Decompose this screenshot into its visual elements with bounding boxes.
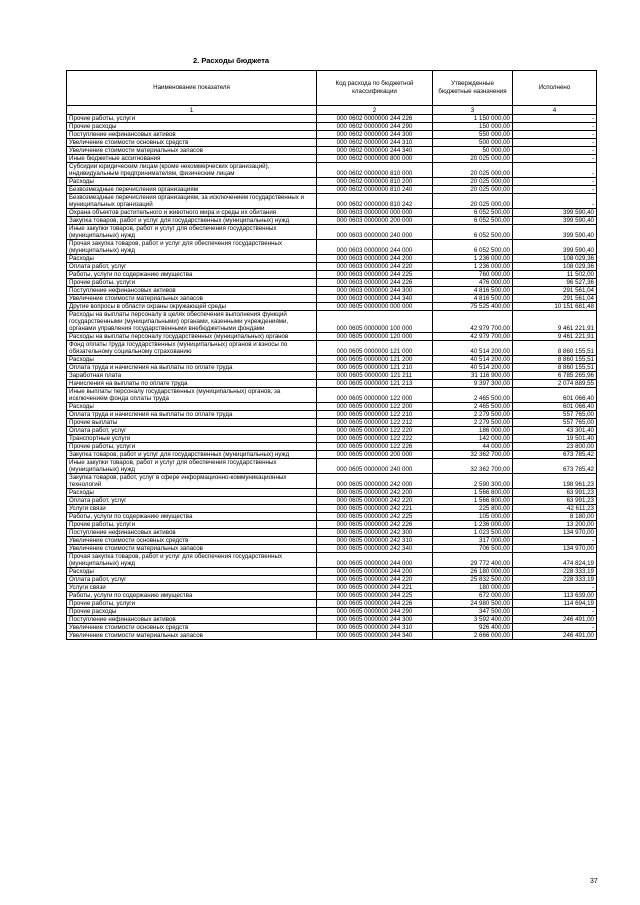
table-row xyxy=(67,287,597,295)
row-code: 000 0605 0000000 244 225 xyxy=(317,592,433,600)
row-approved: 6 052 500,00 xyxy=(433,217,513,225)
column-number: 4 xyxy=(513,106,597,115)
row-name: Расходы xyxy=(67,489,317,497)
row-executed: 673 785,42 xyxy=(513,459,597,474)
row-approved: 29 772 400,00 xyxy=(433,553,513,568)
table-row xyxy=(67,600,597,608)
row-approved: 3 592 400,00 xyxy=(433,616,513,624)
row-name: Расходы на выплаты персоналу государственных (муниципальных) органов xyxy=(67,333,317,341)
row-code: 000 0605 0000000 244 200 xyxy=(317,568,433,576)
row-executed: 399 590,40 xyxy=(513,225,597,240)
row-name: Иные выплаты персоналу государственных (муниципальных) органов, за исключением фонда оплаты труда xyxy=(67,388,317,403)
row-approved: 2 279 500,00 xyxy=(433,419,513,427)
row-executed: 228 333,19 xyxy=(513,568,597,576)
row-code: 000 0605 0000000 242 300 xyxy=(317,529,433,537)
row-name: Транспортные услуги xyxy=(67,435,317,443)
row-name: Работы, услуги по содержанию имущества xyxy=(67,592,317,600)
table-row xyxy=(67,489,597,497)
row-executed: - xyxy=(513,123,597,131)
row-name: Прочие работы, услуги xyxy=(67,443,317,451)
row-name: Оплата труда и начисления на выплаты по оплате труда xyxy=(67,364,317,372)
row-executed: - xyxy=(513,608,597,616)
row-approved: 20 025 000,00 xyxy=(433,155,513,163)
row-code: 000 0605 0000000 122 220 xyxy=(317,427,433,435)
row-executed: 96 527,36 xyxy=(513,279,597,287)
row-code: 000 0602 0000000 244 226 xyxy=(317,115,433,123)
row-approved: 31 116 900,00 xyxy=(433,372,513,380)
row-executed: 557 765,00 xyxy=(513,411,597,419)
row-name: Расходы xyxy=(67,178,317,186)
row-executed: 8 860 155,51 xyxy=(513,341,597,356)
row-approved: 4 816 500,00 xyxy=(433,295,513,303)
row-code: 000 0605 0000000 244 221 xyxy=(317,584,433,592)
row-code: 000 0603 0000000 240 000 xyxy=(317,225,433,240)
row-approved: 4 816 500,00 xyxy=(433,287,513,295)
column-number: 1 xyxy=(67,106,317,115)
row-name: Оплата работ, услуг xyxy=(67,576,317,584)
table-row xyxy=(67,608,597,616)
row-code: 000 0605 0000000 120 000 xyxy=(317,333,433,341)
row-approved: 225 800,00 xyxy=(433,505,513,513)
table-row xyxy=(67,341,597,356)
row-approved: 25 832 500,00 xyxy=(433,576,513,584)
row-name: Увеличение стоимости материальных запасов xyxy=(67,295,317,303)
row-executed: 108 029,36 xyxy=(513,263,597,271)
row-code: 000 0605 0000000 242 226 xyxy=(317,521,433,529)
table-row xyxy=(67,356,597,364)
row-code: 000 0605 0000000 240 000 xyxy=(317,459,433,474)
row-name: Оплата работ, услуг xyxy=(67,263,317,271)
row-code: 000 0605 0000000 100 000 xyxy=(317,311,433,333)
row-approved: 2 279 500,00 xyxy=(433,411,513,419)
row-approved: 105 000,00 xyxy=(433,513,513,521)
header-executed: Исполнено xyxy=(513,71,597,106)
row-executed: 113 639,00 xyxy=(513,592,597,600)
row-approved: 1 150 000,00 xyxy=(433,115,513,123)
row-executed: 114 694,19 xyxy=(513,600,597,608)
row-executed: 601 066,40 xyxy=(513,388,597,403)
row-executed: 13 200,00 xyxy=(513,521,597,529)
row-code: 000 0605 0000000 122 222 xyxy=(317,435,433,443)
row-name: Субсидии юридическим лицам (кроме некоммерческих организаций), индивидуальным предпринимателям, физическим лицам xyxy=(67,163,317,178)
row-approved: 40 514 200,00 xyxy=(433,356,513,364)
row-name: Прочая закупка товаров, работ и услуг для обеспечения государственных (муниципальных) нужд xyxy=(67,240,317,255)
row-approved: 186 000,00 xyxy=(433,427,513,435)
table-row xyxy=(67,545,597,553)
row-code: 000 0605 0000000 122 000 xyxy=(317,388,433,403)
row-name: Увеличение стоимости материальных запасов xyxy=(67,632,317,640)
row-approved: 24 980 500,00 xyxy=(433,600,513,608)
row-code: 000 0603 0000000 244 200 xyxy=(317,255,433,263)
row-code: 000 0602 0000000 244 310 xyxy=(317,139,433,147)
table-row xyxy=(67,240,597,255)
row-name: Увеличение стоимости материальных запасов xyxy=(67,545,317,553)
row-code: 000 0605 0000000 244 310 xyxy=(317,624,433,632)
table-row xyxy=(67,624,597,632)
row-code: 000 0605 0000000 242 000 xyxy=(317,474,433,489)
row-name: Работы, услуги по содержанию имущества xyxy=(67,271,317,279)
table-row xyxy=(67,217,597,225)
row-approved: 1 236 000,00 xyxy=(433,263,513,271)
row-executed: - xyxy=(513,178,597,186)
table-row xyxy=(67,372,597,380)
row-executed: 2 074 889,55 xyxy=(513,380,597,388)
row-executed: 11 502,00 xyxy=(513,271,597,279)
row-approved: 1 566 800,00 xyxy=(433,489,513,497)
row-approved: 32 362 700,00 xyxy=(433,459,513,474)
page-number: 37 xyxy=(590,878,598,885)
row-approved: 1 023 500,00 xyxy=(433,529,513,537)
row-approved: 1 236 000,00 xyxy=(433,255,513,263)
row-executed: - xyxy=(513,115,597,123)
row-name: Расходы на выплаты персоналу в целях обеспечения выполнения функций государственными (муниципальными) органами, казенными учреждениями, органами управления государственными внебюджетными фондами xyxy=(67,311,317,333)
table-row xyxy=(67,411,597,419)
row-approved: 1 236 000,00 xyxy=(433,521,513,529)
table-row xyxy=(67,279,597,287)
row-name: Поступление нефинансовых активов xyxy=(67,287,317,295)
table-row xyxy=(67,155,597,163)
row-executed: - xyxy=(513,186,597,194)
row-code: 000 0603 0000000 244 226 xyxy=(317,279,433,287)
row-executed: 228 333,19 xyxy=(513,576,597,584)
row-approved: 20 025 000,00 xyxy=(433,186,513,194)
row-approved: 20 025 000,00 xyxy=(433,163,513,178)
row-name: Прочие работы, услуги xyxy=(67,600,317,608)
row-code: 000 0603 0000000 244 300 xyxy=(317,287,433,295)
row-approved: 347 500,00 xyxy=(433,608,513,616)
row-executed: 43 301,40 xyxy=(513,427,597,435)
row-executed: 399 590,40 xyxy=(513,240,597,255)
row-executed: - xyxy=(513,147,597,155)
table-row xyxy=(67,474,597,489)
row-executed: - xyxy=(513,194,597,209)
row-approved: 500 000,00 xyxy=(433,139,513,147)
row-code: 000 0605 0000000 122 212 xyxy=(317,419,433,427)
row-code: 000 0602 0000000 244 300 xyxy=(317,131,433,139)
row-name: Поступление нефинансовых активов xyxy=(67,529,317,537)
row-name: Расходы xyxy=(67,403,317,411)
table-row xyxy=(67,632,597,640)
row-code: 000 0602 0000000 810 000 xyxy=(317,163,433,178)
row-name: Прочие выплаты xyxy=(67,419,317,427)
row-code: 000 0603 0000000 244 220 xyxy=(317,263,433,271)
table-row xyxy=(67,178,597,186)
row-name: Прочие работы, услуги xyxy=(67,521,317,529)
row-name: Оплата работ, услуг xyxy=(67,497,317,505)
table-row xyxy=(67,263,597,271)
row-code: 000 0605 0000000 121 200 xyxy=(317,356,433,364)
row-name: Увеличение стоимости материальных запасов xyxy=(67,147,317,155)
row-code: 000 0605 0000000 244 000 xyxy=(317,553,433,568)
row-code: 000 0602 0000000 810 240 xyxy=(317,186,433,194)
table-row xyxy=(67,616,597,624)
row-executed: 19 501,40 xyxy=(513,435,597,443)
table-row xyxy=(67,427,597,435)
table-row xyxy=(67,333,597,341)
row-name: Прочие работы, услуги xyxy=(67,279,317,287)
row-name: Услуги связи xyxy=(67,505,317,513)
row-approved: 672 000,00 xyxy=(433,592,513,600)
row-approved: 75 525 400,00 xyxy=(433,303,513,311)
row-executed: 134 970,00 xyxy=(513,545,597,553)
row-code: 000 0605 0000000 242 310 xyxy=(317,537,433,545)
row-executed: - xyxy=(513,584,597,592)
row-code: 000 0605 0000000 242 221 xyxy=(317,505,433,513)
row-approved: 20 025 000,00 xyxy=(433,194,513,209)
row-executed: 8 860 155,51 xyxy=(513,356,597,364)
table-row xyxy=(67,364,597,372)
row-approved: 142 000,00 xyxy=(433,435,513,443)
table-row xyxy=(67,451,597,459)
row-executed: 557 765,00 xyxy=(513,419,597,427)
header-approved: Утвержденные бюджетные назначения xyxy=(433,71,513,106)
table-row xyxy=(67,505,597,513)
row-approved: 44 000,00 xyxy=(433,443,513,451)
row-code: 000 0602 0000000 810 200 xyxy=(317,178,433,186)
row-executed: 42 611,23 xyxy=(513,505,597,513)
row-approved: 6 052 500,00 xyxy=(433,209,513,217)
row-name: Прочие работы, услуги xyxy=(67,115,317,123)
table-body xyxy=(67,115,597,640)
table-row xyxy=(67,537,597,545)
row-name: Заработная плата xyxy=(67,372,317,380)
row-name: Охрана объектов растительного и животного мира и среды их обитания xyxy=(67,209,317,217)
row-code: 000 0605 0000000 122 226 xyxy=(317,443,433,451)
expenses-table xyxy=(66,70,597,640)
row-approved: 706 500,00 xyxy=(433,545,513,553)
row-approved: 20 025 000,00 xyxy=(433,178,513,186)
table-row xyxy=(67,513,597,521)
table-row xyxy=(67,403,597,411)
row-name: Прочие расходы xyxy=(67,608,317,616)
row-name: Услуги связи xyxy=(67,584,317,592)
row-executed: 9 461 221,91 xyxy=(513,311,597,333)
row-code: 000 0605 0000000 121 210 xyxy=(317,364,433,372)
row-code: 000 0605 0000000 242 200 xyxy=(317,489,433,497)
row-executed: 63 991,23 xyxy=(513,497,597,505)
row-executed: 246 491,00 xyxy=(513,632,597,640)
row-name: Расходы xyxy=(67,356,317,364)
table-row xyxy=(67,529,597,537)
row-executed: - xyxy=(513,139,597,147)
row-name: Расходы xyxy=(67,568,317,576)
row-executed: - xyxy=(513,537,597,545)
row-code: 000 0605 0000000 244 220 xyxy=(317,576,433,584)
row-code: 000 0603 0000000 200 000 xyxy=(317,217,433,225)
row-approved: 2 465 500,00 xyxy=(433,388,513,403)
row-code: 000 0605 0000000 121 213 xyxy=(317,380,433,388)
row-approved: 40 514 200,00 xyxy=(433,364,513,372)
row-approved: 2 465 500,00 xyxy=(433,403,513,411)
row-code: 000 0605 0000000 244 290 xyxy=(317,608,433,616)
row-executed: 601 066,40 xyxy=(513,403,597,411)
row-name: Другие вопросы в области охраны окружающей среды xyxy=(67,303,317,311)
row-name: Иные закупки товаров, работ и услуг для обеспечения государственных (муниципальных) нужд xyxy=(67,225,317,240)
row-executed: - xyxy=(513,624,597,632)
row-approved: 42 979 700,00 xyxy=(433,311,513,333)
row-executed: 134 970,00 xyxy=(513,529,597,537)
row-approved: 476 000,00 xyxy=(433,279,513,287)
row-code: 000 0602 0000000 244 340 xyxy=(317,147,433,155)
column-number-row xyxy=(67,106,597,115)
row-code: 000 0603 0000000 244 000 xyxy=(317,240,433,255)
row-approved: 1 566 800,00 xyxy=(433,497,513,505)
row-approved: 6 052 500,00 xyxy=(433,240,513,255)
row-approved: 6 052 500,00 xyxy=(433,225,513,240)
row-name: Закупка товаров, работ, услуг в сфере информационно-коммуникационных технологий xyxy=(67,474,317,489)
table-row xyxy=(67,443,597,451)
row-name: Работы, услуги по содержанию имущества xyxy=(67,513,317,521)
column-number: 2 xyxy=(317,106,433,115)
row-approved: 2 666 000,00 xyxy=(433,632,513,640)
header-code: Код расхода по бюджетной классификации xyxy=(317,71,433,106)
row-executed: 291 561,04 xyxy=(513,295,597,303)
table-row xyxy=(67,576,597,584)
table-row xyxy=(67,521,597,529)
table-row xyxy=(67,295,597,303)
row-approved: 26 180 000,00 xyxy=(433,568,513,576)
row-name: Поступление нефинансовых активов xyxy=(67,616,317,624)
row-name: Закупка товаров, работ и услуг для государственных (муниципальных) нужд xyxy=(67,217,317,225)
row-code: 000 0605 0000000 121 211 xyxy=(317,372,433,380)
table-row xyxy=(67,419,597,427)
row-approved: 550 000,00 xyxy=(433,131,513,139)
row-name: Поступление нефинансовых активов xyxy=(67,131,317,139)
table-row xyxy=(67,131,597,139)
row-executed: 6 785 265,96 xyxy=(513,372,597,380)
section-title: 2. Расходы бюджета xyxy=(193,56,270,65)
column-number: 3 xyxy=(433,106,513,115)
row-name: Оплата труда и начисления на выплаты по оплате труда xyxy=(67,411,317,419)
row-name: Иные бюджетные ассигнования xyxy=(67,155,317,163)
row-executed: 23 800,00 xyxy=(513,443,597,451)
table-row xyxy=(67,568,597,576)
row-name: Безвозмездные перечисления организациям, за исключением государственных и муниципальных организаций xyxy=(67,194,317,209)
table-row xyxy=(67,123,597,131)
row-code: 000 0603 0000000 000 000 xyxy=(317,209,433,217)
row-approved: 42 979 700,00 xyxy=(433,333,513,341)
row-code: 000 0602 0000000 800 000 xyxy=(317,155,433,163)
row-code: 000 0602 0000000 810 242 xyxy=(317,194,433,209)
table-row xyxy=(67,497,597,505)
table-row xyxy=(67,311,597,333)
row-name: Расходы xyxy=(67,255,317,263)
table-row xyxy=(67,147,597,155)
row-name: Увеличение стоимости основных средств xyxy=(67,624,317,632)
row-code: 000 0605 0000000 122 210 xyxy=(317,411,433,419)
row-executed: 10 151 681,48 xyxy=(513,303,597,311)
row-approved: 180 000,00 xyxy=(433,584,513,592)
row-executed: 198 961,23 xyxy=(513,474,597,489)
table-row xyxy=(67,163,597,178)
row-approved: 926 400,00 xyxy=(433,624,513,632)
row-executed: 8 180,00 xyxy=(513,513,597,521)
row-code: 000 0605 0000000 244 300 xyxy=(317,616,433,624)
table-row xyxy=(67,584,597,592)
row-code: 000 0605 0000000 244 226 xyxy=(317,600,433,608)
table-row xyxy=(67,380,597,388)
row-executed: 673 785,42 xyxy=(513,451,597,459)
row-name: Прочая закупка товаров, работ и услуг для обеспечения государственных (муниципальных) нужд xyxy=(67,553,317,568)
row-executed: 399 590,40 xyxy=(513,217,597,225)
row-executed: 8 860 155,51 xyxy=(513,364,597,372)
table-row xyxy=(67,388,597,403)
row-name: Начисления на выплаты по оплате труда xyxy=(67,380,317,388)
row-code: 000 0605 0000000 200 000 xyxy=(317,451,433,459)
row-name: Безвозмездные перечисления организациям xyxy=(67,186,317,194)
table-row xyxy=(67,592,597,600)
row-code: 000 0602 0000000 244 290 xyxy=(317,123,433,131)
row-approved: 2 590 300,00 xyxy=(433,474,513,489)
row-approved: 317 000,00 xyxy=(433,537,513,545)
row-executed: 399 590,40 xyxy=(513,209,597,217)
row-code: 000 0605 0000000 242 340 xyxy=(317,545,433,553)
row-approved: 32 362 700,00 xyxy=(433,451,513,459)
row-code: 000 0603 0000000 244 225 xyxy=(317,271,433,279)
row-executed: - xyxy=(513,155,597,163)
row-code: 000 0603 0000000 244 340 xyxy=(317,295,433,303)
row-approved: 150 000,00 xyxy=(433,123,513,131)
row-approved: 760 000,00 xyxy=(433,271,513,279)
row-code: 000 0605 0000000 242 225 xyxy=(317,513,433,521)
table-row xyxy=(67,553,597,568)
row-name: Прочие расходы xyxy=(67,123,317,131)
table-row xyxy=(67,209,597,217)
row-name: Увеличение стоимости основных средств xyxy=(67,139,317,147)
row-name: Оплата работ, услуг xyxy=(67,427,317,435)
table-row xyxy=(67,194,597,209)
row-code: 000 0605 0000000 242 220 xyxy=(317,497,433,505)
row-executed: 108 029,36 xyxy=(513,255,597,263)
table-row xyxy=(67,115,597,123)
table-row xyxy=(67,225,597,240)
table-row xyxy=(67,139,597,147)
table-row xyxy=(67,255,597,263)
table-row xyxy=(67,303,597,311)
row-name: Иные закупки товаров, работ и услуг для обеспечения государственных (муниципальных) нужд xyxy=(67,459,317,474)
row-executed: 474 824,19 xyxy=(513,553,597,568)
row-executed: - xyxy=(513,163,597,178)
row-executed: - xyxy=(513,131,597,139)
table-row xyxy=(67,186,597,194)
row-code: 000 0605 0000000 121 000 xyxy=(317,341,433,356)
table-row xyxy=(67,435,597,443)
table-row xyxy=(67,271,597,279)
row-executed: 246 491,00 xyxy=(513,616,597,624)
row-approved: 50 000,00 xyxy=(433,147,513,155)
row-executed: 63 991,23 xyxy=(513,489,597,497)
row-code: 000 0605 0000000 122 200 xyxy=(317,403,433,411)
row-executed: 9 461 221,91 xyxy=(513,333,597,341)
row-executed: 291 561,04 xyxy=(513,287,597,295)
row-approved: 40 514 200,00 xyxy=(433,341,513,356)
table-row xyxy=(67,459,597,474)
header-row xyxy=(67,71,597,106)
row-name: Фонд оплаты труда государственных (муниципальных) органов и взносы по обязательному социальному страхованию xyxy=(67,341,317,356)
row-approved: 9 397 300,00 xyxy=(433,380,513,388)
header-name: Наименование показателя xyxy=(67,71,317,106)
row-code: 000 0605 0000000 244 340 xyxy=(317,632,433,640)
row-name: Увеличение стоимости основных средств xyxy=(67,537,317,545)
row-name: Закупка товаров, работ и услуг для государственных (муниципальных) нужд xyxy=(67,451,317,459)
row-code: 000 0605 0000000 000 000 xyxy=(317,303,433,311)
